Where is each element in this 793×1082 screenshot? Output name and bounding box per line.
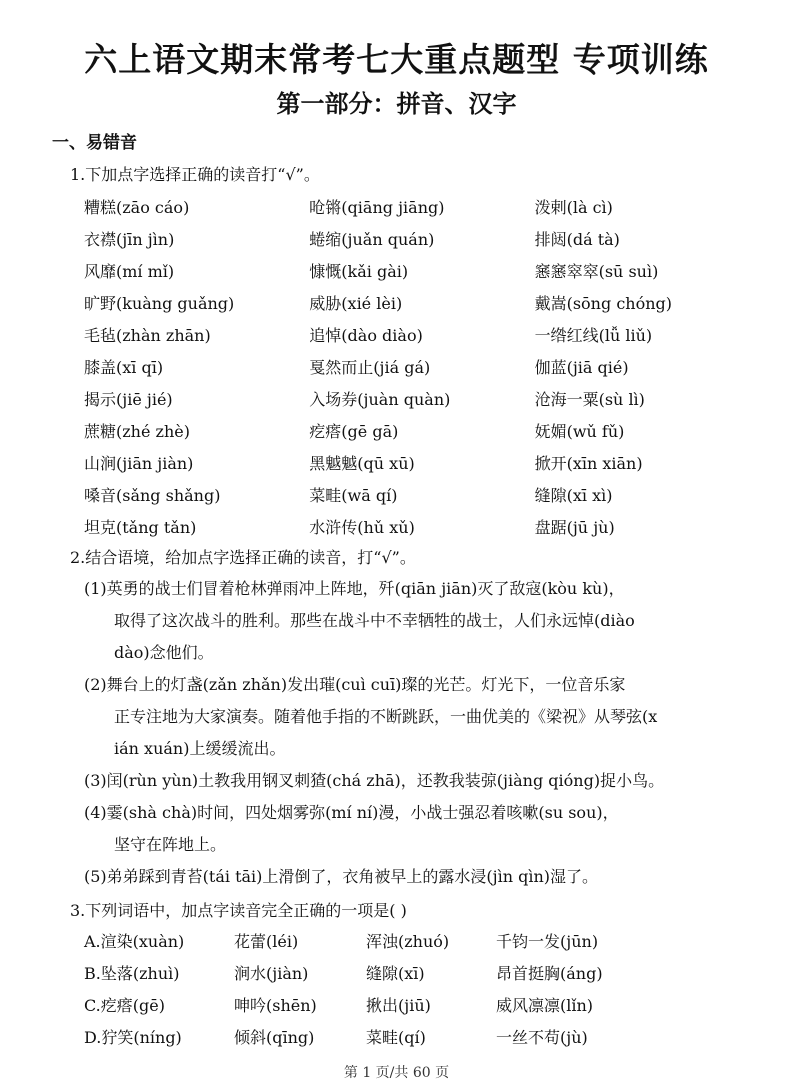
part-subtitle: 第一部分：拼音、汉字: [276, 90, 517, 118]
question-2-prompt: 2.结合语境，给加点字选择正确的读音，打“√”。: [70, 548, 416, 567]
grid-cell: 山涧(jiān jiàn): [84, 453, 194, 473]
context-text: ián xuán)上缓缓流出。: [114, 739, 286, 758]
grid-cell: 风靡(mí mǐ): [84, 261, 175, 281]
document-title: 六上语文期末常考七大重点题型 专项训练: [84, 40, 709, 79]
context-item: [84, 573, 744, 669]
grid-cell: 泼剌(là cì): [534, 197, 613, 217]
option-cell: 花蕾(léi): [234, 931, 299, 951]
grid-cell: 蜷缩(juǎn quán): [309, 229, 435, 249]
option-cell: 呻吟(shēn): [234, 995, 317, 1015]
option-cell: 菜畦(qí): [366, 1027, 426, 1047]
option-row: [84, 988, 724, 1020]
grid-cell: 蔗糖(zhé zhè): [84, 421, 190, 441]
context-text: 正专注地为大家演奏。随着他手指的不断跳跃，一曲优美的《梁祝》从琴弦(x: [114, 707, 658, 726]
grid-row: [84, 478, 724, 510]
context-item: [84, 861, 744, 893]
grid-cell: 戴嵩(sōng chóng): [534, 293, 673, 313]
grid-cell: 入场券(juàn quàn): [309, 389, 451, 409]
option-row: [84, 956, 724, 988]
grid-row: [84, 286, 724, 318]
option-cell: B.坠落(zhuì): [84, 963, 180, 983]
option-cell: 威风凛凛(lǐn): [496, 995, 594, 1015]
grid-row: [84, 510, 724, 542]
context-text: (3)闰(rùn yùn)土教我用钢叉刺猹(chá zhā)，还教我装弶(jiàng qióng)捉小鸟。: [84, 771, 665, 790]
grid-row: [84, 350, 724, 382]
grid-row: [84, 414, 724, 446]
section-heading: 一、易错音: [52, 133, 137, 153]
context-text: (4)霎(shà chà)时间，四处烟雾弥(mí ní)漫，小战士强忍着咳嗽(su sou)，: [84, 803, 619, 822]
context-text: 坚守在阵地上。: [114, 835, 227, 854]
grid-row: [84, 318, 724, 350]
context-text: (2)舞台上的灯盏(zǎn zhǎn)发出璀(cuì cuī)璨的光芒。灯光下，一位音乐家: [84, 675, 626, 694]
grid-cell: 旷野(kuàng guǎng): [84, 293, 235, 313]
context-text: (5)弟弟踩到青苔(tái tāi)上滑倒了，衣角被早上的露水浸(jìn qìn)湿了。: [84, 867, 599, 886]
grid-cell: 黑魆魆(qū xū): [309, 453, 415, 473]
grid-cell: 妩媚(wǔ fǔ): [534, 421, 625, 441]
option-cell: 一丝不苟(jù): [496, 1027, 588, 1047]
option-cell: 倾斜(qīng): [234, 1027, 315, 1047]
option-cell: 昂首挺胸(áng): [496, 963, 603, 983]
grid-cell: 嗓音(sǎng shǎng): [84, 485, 221, 505]
grid-cell: 衣襟(jīn jìn): [84, 229, 175, 249]
option-row: [84, 1020, 724, 1052]
grid-cell: 一绺红线(lǚ liǔ): [534, 325, 653, 345]
option-row: [84, 924, 724, 956]
grid-cell: 追悼(dào diào): [309, 325, 423, 345]
grid-cell: 威胁(xié lèi): [309, 293, 403, 313]
option-cell: 揪出(jiū): [366, 995, 431, 1015]
context-item: [84, 669, 744, 765]
grid-cell: 呛锵(qiāng jiāng): [309, 197, 445, 217]
grid-cell: 毛毡(zhàn zhān): [84, 325, 211, 345]
page-footer: 第 1 页/共 60 页: [343, 1065, 450, 1081]
option-cell: C.疙瘩(gē): [84, 995, 165, 1015]
grid-cell: 水浒传(hǔ xǔ): [309, 517, 415, 537]
grid-cell: 窸窸窣窣(sū suì): [534, 261, 659, 281]
grid-cell: 膝盖(xī qī): [84, 357, 164, 377]
grid-cell: 疙瘩(gē gā): [309, 421, 399, 441]
grid-cell: 排闼(dá tà): [534, 229, 620, 249]
grid-row: [84, 190, 724, 222]
option-grid: [84, 924, 724, 1052]
grid-cell: 沧海一粟(sù lì): [534, 389, 645, 409]
grid-cell: 揭示(jiē jié): [84, 389, 173, 409]
question-1-prompt: 1.下加点字选择正确的读音打“√”。: [70, 165, 320, 184]
grid-cell: 糟糕(zāo cáo): [84, 197, 190, 217]
option-cell: 浑浊(zhuó): [366, 931, 450, 951]
context-text: dào)念他们。: [114, 643, 214, 662]
question-3-prompt: 3.下列词语中，加点字读音完全正确的一项是( ): [70, 901, 407, 920]
grid-cell: 慷慨(kǎi gài): [309, 261, 409, 281]
context-item: [84, 765, 744, 797]
option-cell: 涧水(jiàn): [234, 963, 309, 983]
option-cell: 千钧一发(jūn): [496, 931, 599, 951]
grid-row: [84, 254, 724, 286]
grid-cell: 坦克(tǎng tǎn): [84, 517, 197, 537]
grid-row: [84, 446, 724, 478]
context-text: 取得了这次战斗的胜利。那些在战斗中不幸牺牲的战士，人们永远悼(diào: [114, 611, 635, 630]
context-text: (1)英勇的战士们冒着枪林弹雨冲上阵地，歼(qiān jiān)灭了敌寇(kòu kù)，: [84, 579, 625, 598]
grid-row: [84, 222, 724, 254]
grid-row: [84, 382, 724, 414]
pinyin-choice-grid: [84, 190, 724, 542]
option-cell: A.渲染(xuàn): [84, 931, 185, 951]
grid-cell: 盘踞(jū jù): [534, 517, 615, 537]
option-cell: D.狞笑(níng): [84, 1027, 182, 1047]
option-cell: 缝隙(xī): [366, 963, 425, 983]
grid-cell: 伽蓝(jiā qié): [534, 357, 629, 377]
grid-cell: 缝隙(xī xì): [534, 485, 613, 505]
grid-cell: 菜畦(wā qí): [309, 485, 398, 505]
grid-cell: 戛然而止(jiá gá): [309, 357, 431, 377]
grid-cell: 掀开(xīn xiān): [534, 453, 643, 473]
context-item: [84, 797, 744, 861]
